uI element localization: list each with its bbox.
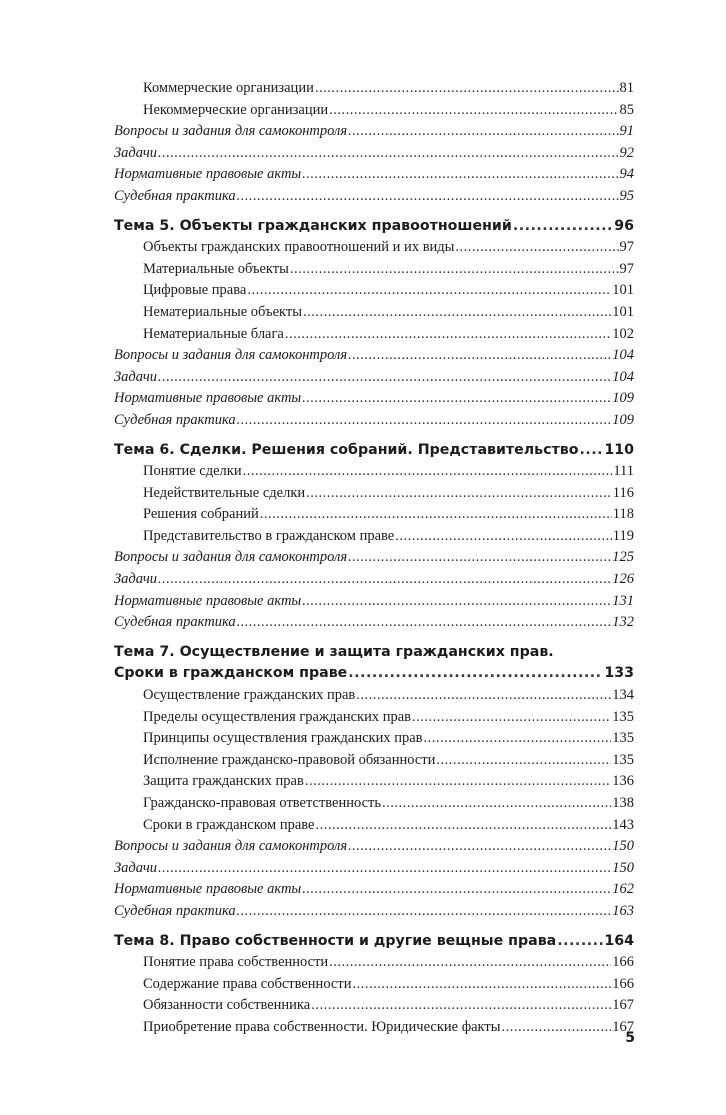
toc-entry-title: Нормативные правовые акты	[114, 390, 302, 407]
toc-leader-dots	[158, 569, 611, 591]
toc-entry[interactable]	[114, 728, 634, 750]
toc-leader-dots	[315, 78, 619, 100]
toc-entry-title: Вопросы и задания для самоконтроля	[114, 347, 348, 364]
toc-entry[interactable]	[114, 952, 634, 974]
toc-leader-dots	[501, 1017, 611, 1039]
toc-entry-title: Приобретение права собственности. Юридические факты	[143, 1018, 501, 1035]
page-number: 5	[625, 1030, 635, 1046]
toc-entry-title: Понятие сделки	[143, 463, 242, 480]
toc-leader-dots	[247, 280, 611, 302]
toc-entry-page: 102	[612, 325, 634, 342]
toc-entry[interactable]	[114, 410, 634, 432]
toc-entry-title: Недействительные сделки	[143, 484, 306, 501]
toc-entry-page: 135	[612, 708, 634, 725]
toc-entry-page: 125	[612, 549, 634, 566]
toc-topic-title-line1: Тема 7. Осуществление и защита гражданских прав.	[114, 643, 554, 660]
toc-entry-title: Нормативные правовые акты	[114, 592, 302, 609]
toc-leader-dots	[348, 121, 618, 143]
toc-leader-dots	[302, 164, 618, 186]
toc-leader-dots	[348, 547, 611, 569]
toc-entry-title: Решения собраний	[143, 506, 259, 523]
toc-leader-dots	[329, 952, 611, 974]
toc-entry-title: Исполнение гражданско-правовой обязанности	[143, 751, 436, 768]
toc-entry[interactable]	[114, 591, 634, 613]
toc-entry-title: Судебная практика	[114, 411, 236, 428]
toc-entry-page: 166	[612, 975, 634, 992]
toc-entry-page: 97	[619, 260, 634, 277]
toc-entry-title: Содержание права собственности	[143, 975, 352, 992]
toc-entry-page: 104	[612, 347, 634, 364]
toc-leader-dots	[348, 663, 603, 685]
toc-entry-title: Судебная практика	[114, 902, 236, 919]
toc-entry-page: 118	[612, 506, 634, 523]
toc-entry[interactable]	[114, 100, 634, 122]
toc-entry[interactable]	[114, 815, 634, 837]
toc-leader-dots	[315, 815, 611, 837]
toc-entry-page: 111	[613, 463, 634, 480]
toc-entry[interactable]	[114, 367, 634, 389]
toc-leader-dots	[237, 612, 612, 634]
toc-entry-title: Вопросы и задания для самоконтроля	[114, 838, 348, 855]
toc-leader-dots	[285, 324, 611, 346]
toc-entry-page: 95	[619, 187, 634, 204]
toc-entry-page: 85	[619, 101, 634, 118]
toc-entry-title: Тема 5. Объекты гражданских правоотношений	[114, 217, 512, 234]
toc-entry[interactable]	[114, 612, 634, 634]
toc-topic-heading[interactable]	[114, 931, 634, 953]
toc-entry-title: Защита гражданских прав	[143, 773, 304, 790]
toc-entry-title: Понятие права собственности	[143, 954, 329, 971]
toc-leader-dots	[382, 793, 611, 815]
toc-leader-dots	[290, 259, 619, 281]
toc-entry-page: 101	[612, 282, 634, 299]
toc-entry-page: 104	[612, 368, 634, 385]
toc-leader-dots	[513, 216, 613, 238]
toc-entry[interactable]	[114, 461, 634, 483]
toc-entry[interactable]	[114, 1017, 634, 1039]
toc-entry-title: Вопросы и задания для самоконтроля	[114, 549, 348, 566]
toc-topic-heading[interactable]	[114, 440, 634, 462]
toc-entry-title: Судебная практика	[114, 187, 236, 204]
toc-entry-page: 92	[619, 144, 634, 161]
toc-entry[interactable]	[114, 974, 634, 996]
toc-leader-dots	[348, 345, 611, 367]
toc-entry-page: 126	[612, 571, 634, 588]
toc-entry[interactable]	[114, 121, 634, 143]
toc-leader-dots	[311, 995, 611, 1017]
toc-entry-page: 135	[612, 730, 634, 747]
toc-entry-title: Тема 6. Сделки. Решения собраний. Представительство	[114, 441, 579, 458]
toc-leader-dots	[302, 879, 611, 901]
toc-leader-dots	[158, 858, 611, 880]
toc-entry-title: Вопросы и задания для самоконтроля	[114, 123, 348, 140]
toc-entry[interactable]	[114, 259, 634, 281]
toc-entry[interactable]	[114, 302, 634, 324]
table-of-contents	[114, 78, 634, 1039]
toc-entry-page: 132	[612, 614, 634, 631]
toc-entry-title: Обязанности собственника	[143, 997, 311, 1014]
toc-leader-dots	[302, 591, 611, 613]
toc-entry-title: Задачи	[114, 144, 157, 161]
toc-entry-page: 136	[612, 773, 634, 790]
toc-entry-title: Нематериальные объекты	[143, 303, 302, 320]
toc-entry-page: 116	[612, 484, 634, 501]
toc-entry-title: Принципы осуществления гражданских прав	[143, 730, 423, 747]
toc-entry[interactable]	[114, 547, 634, 569]
toc-leader-dots	[237, 186, 619, 208]
toc-entry-page: 163	[612, 902, 634, 919]
toc-entry-title: Объекты гражданских правоотношений и их виды	[143, 239, 455, 256]
toc-entry-title: Цифровые права	[143, 282, 247, 299]
toc-entry-title: Нематериальные блага	[143, 325, 284, 342]
toc-entry-page: 134	[612, 687, 634, 704]
toc-entry-page: 81	[619, 80, 634, 96]
toc-entry[interactable]	[114, 143, 634, 165]
toc-entry-title: Представительство в гражданском праве	[143, 527, 395, 544]
toc-leader-dots	[395, 526, 612, 548]
toc-topic-title-line2	[114, 663, 634, 685]
toc-leader-dots	[302, 388, 611, 410]
toc-entry-page: 166	[612, 954, 634, 971]
toc-entry-title: Тема 8. Право собственности и другие вещные права	[114, 932, 557, 949]
toc-entry[interactable]	[114, 793, 634, 815]
toc-entry-title: Гражданско-правовая ответственность	[143, 795, 381, 811]
toc-entry-title: Задачи	[114, 571, 157, 588]
toc-entry[interactable]	[114, 324, 634, 346]
toc-entry[interactable]	[114, 707, 634, 729]
toc-entry-title: Нормативные правовые акты	[114, 166, 302, 183]
toc-entry[interactable]	[114, 526, 634, 548]
toc-entry[interactable]	[114, 345, 634, 367]
toc-entry[interactable]	[114, 164, 634, 186]
toc-entry[interactable]	[114, 901, 634, 923]
toc-entry[interactable]	[114, 685, 634, 707]
toc-entry-page: 162	[612, 881, 634, 898]
toc-entry[interactable]	[114, 504, 634, 526]
toc-entry[interactable]	[114, 483, 634, 505]
toc-leader-dots	[356, 685, 611, 707]
toc-entry-page: 150	[612, 859, 634, 876]
toc-leader-dots	[237, 901, 612, 923]
toc-entry-page: 133	[604, 665, 634, 682]
toc-leader-dots	[352, 974, 611, 996]
toc-leader-dots	[348, 836, 611, 858]
toc-entry-title: Некоммерческие организации	[143, 101, 329, 118]
toc-entry[interactable]	[114, 237, 634, 259]
toc-leader-dots	[306, 483, 612, 505]
toc-entry-title: Нормативные правовые акты	[114, 881, 302, 898]
toc-leader-dots	[580, 440, 604, 462]
toc-entry-page: 94	[619, 166, 634, 183]
toc-entry-title: Сроки в гражданском праве	[143, 816, 315, 833]
toc-leader-dots	[158, 143, 619, 165]
toc-entry-page: 97	[619, 239, 634, 256]
toc-leader-dots	[305, 771, 611, 793]
toc-leader-dots	[455, 237, 618, 259]
toc-entry-page: 91	[619, 123, 634, 140]
toc-topic-heading[interactable]	[114, 642, 634, 685]
toc-entry[interactable]	[114, 879, 634, 901]
toc-entry-title: Судебная практика	[114, 614, 236, 631]
toc-entry-title: Задачи	[114, 859, 157, 876]
toc-entry[interactable]	[114, 750, 634, 772]
toc-entry-page: 135	[612, 751, 634, 768]
toc-entry[interactable]	[114, 186, 634, 208]
toc-entry-page: 109	[612, 411, 634, 428]
toc-leader-dots	[158, 367, 611, 389]
toc-entry[interactable]	[114, 771, 634, 793]
toc-entry[interactable]	[114, 78, 634, 100]
toc-entry[interactable]	[114, 858, 634, 880]
toc-entry[interactable]	[114, 569, 634, 591]
toc-entry-title: Задачи	[114, 368, 157, 385]
toc-leader-dots	[424, 728, 612, 750]
toc-leader-dots	[412, 707, 611, 729]
toc-entry-page: 110	[604, 441, 634, 458]
toc-entry-title: Осуществление гражданских прав	[143, 687, 356, 704]
toc-leader-dots	[243, 461, 613, 483]
toc-leader-dots	[436, 750, 611, 772]
toc-entry-page: 167	[612, 1018, 634, 1035]
toc-entry-title: Сроки в гражданском праве	[114, 665, 348, 682]
toc-entry-title: Коммерческие организации	[143, 80, 314, 96]
toc-entry-page: 138	[612, 795, 634, 811]
toc-leader-dots	[260, 504, 612, 526]
toc-entry[interactable]	[114, 836, 634, 858]
toc-leader-dots	[303, 302, 611, 324]
toc-entry[interactable]	[114, 995, 634, 1017]
toc-entry-page: 164	[604, 932, 634, 949]
toc-topic-heading[interactable]	[114, 216, 634, 238]
toc-entry[interactable]	[114, 280, 634, 302]
toc-entry-page: 109	[612, 390, 634, 407]
toc-leader-dots	[237, 410, 612, 432]
toc-entry-page: 150	[612, 838, 634, 855]
toc-entry-page: 131	[612, 592, 634, 609]
toc-entry-title: Пределы осуществления гражданских прав	[143, 708, 411, 725]
toc-leader-dots	[329, 100, 618, 122]
toc-entry-page: 143	[612, 816, 634, 833]
toc-entry-page: 96	[614, 217, 634, 234]
toc-leader-dots	[557, 931, 603, 953]
toc-entry-page: 119	[612, 527, 634, 544]
toc-entry-page: 167	[612, 997, 634, 1014]
toc-entry[interactable]	[114, 388, 634, 410]
toc-entry-page: 101	[612, 303, 634, 320]
toc-entry-title: Материальные объекты	[143, 260, 289, 277]
